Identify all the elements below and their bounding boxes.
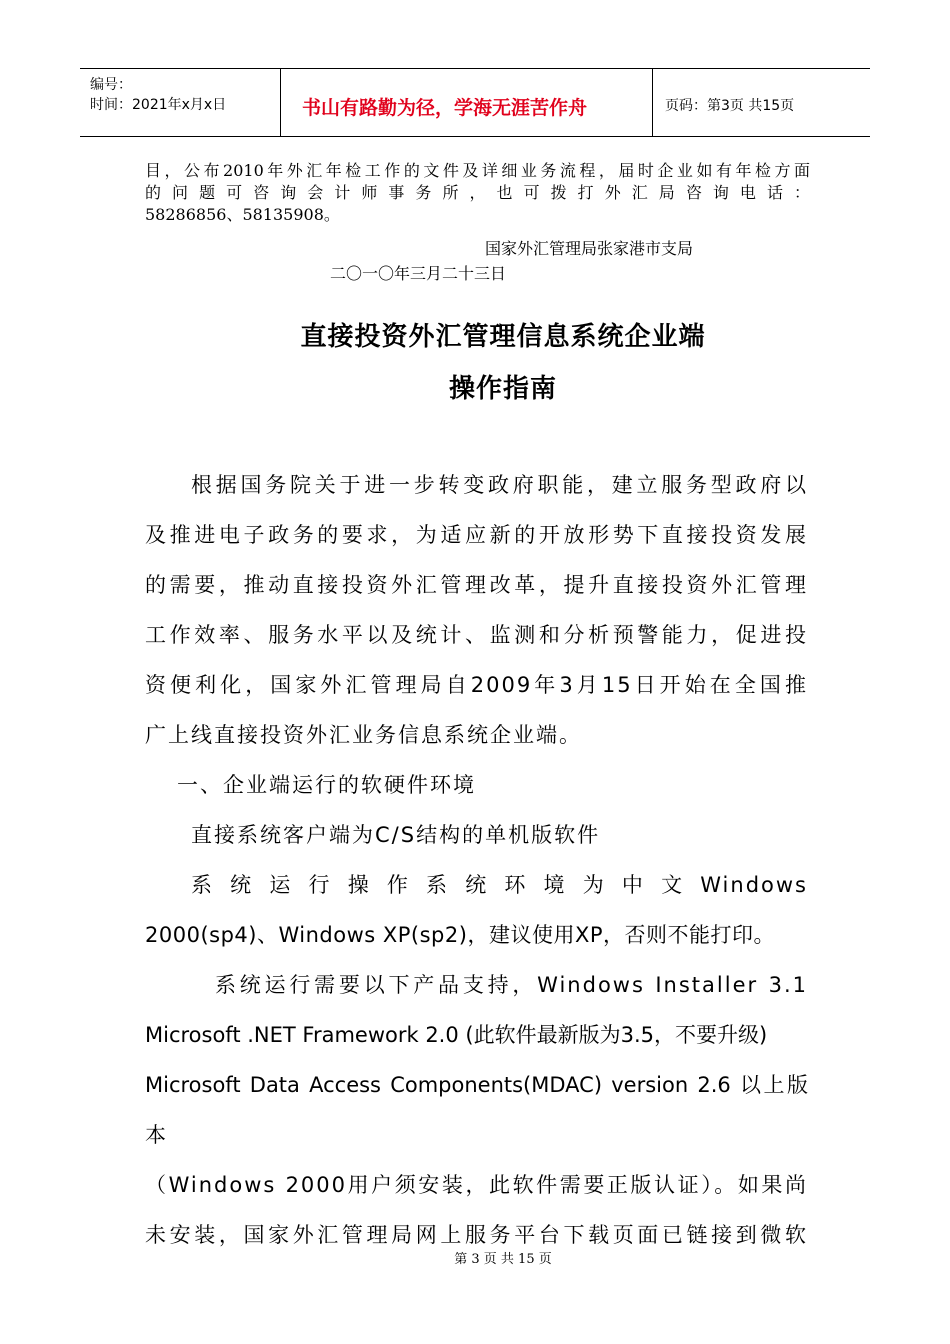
body-line: 直接系统客户端为C/S结构的单机版软件 xyxy=(191,823,601,847)
notice-signature: 国家外汇管理局张家港市支局 xyxy=(485,239,694,258)
body-line: 根据国务院关于进一步转变政府职能，建立服务型政府以 xyxy=(191,473,808,497)
header-page-info: 页码：第3页 共15页 xyxy=(665,98,795,114)
body-line: 的需要，推动直接投资外汇管理改革，提升直接投资外汇管理 xyxy=(145,573,808,597)
body-line: 资便利化，国家外汇管理局自2009年3月15日开始在全国推 xyxy=(145,673,808,697)
notice-line: 的问题可咨询会计师事务所，也可拨打外汇局咨询电话： xyxy=(145,183,810,202)
body-line: （Windows 2000用户须安装，此软件需要正版认证）。如果尚 xyxy=(145,1173,808,1197)
page-header xyxy=(80,68,870,137)
body-line: 系统运行操作系统环境为中文Windows xyxy=(191,873,808,897)
document-number-label: 编号： xyxy=(90,77,132,93)
section-heading: 一、企业端运行的软硬件环境 xyxy=(177,773,476,797)
header-motto: 书山有路勤为径，学海无涯苦作舟 xyxy=(302,97,588,119)
body-line: Microsoft .NET Framework 2.0 (此软件最新版为3.5，不要升级) xyxy=(145,1023,768,1047)
document-title: 直接投资外汇管理信息系统企业端 xyxy=(300,322,706,352)
body-line: 2000(sp4)、Windows XP(sp2)，建议使用XP，否则不能打印。 xyxy=(145,923,775,947)
body-line: Microsoft Data Access Components(MDAC) version 2.6 以上版本 xyxy=(145,1073,808,1147)
body-line: 系统运行需要以下产品支持，Windows Installer 3.1 xyxy=(215,973,808,997)
body-line: 未安装，国家外汇管理局网上服务平台下载页面已链接到微软 xyxy=(145,1223,808,1247)
body-line: 及推进电子政务的要求，为适应新的开放形势下直接投资发展 xyxy=(145,523,808,547)
document-body xyxy=(145,460,808,1260)
body-line: 广上线直接投资外汇业务信息系统企业端。 xyxy=(145,723,582,747)
page-footer: 第 3 页 共 15 页 xyxy=(454,1252,552,1267)
header-meta-cell xyxy=(80,69,281,136)
document-time-label: 时间：2021年x月x日 xyxy=(90,97,227,113)
body-line: 工作效率、服务水平以及统计、监测和分析预警能力，促进投 xyxy=(145,623,808,647)
header-motto-cell xyxy=(280,69,653,136)
notice-line: 目，公布2010年外汇年检工作的文件及详细业务流程，届时企业如有年检方面 xyxy=(145,161,810,180)
header-page-cell xyxy=(653,69,870,136)
document-subtitle: 操作指南 xyxy=(448,374,557,404)
notice-date: 二〇一〇年三月二十三日 xyxy=(330,264,507,283)
notice-paragraph xyxy=(145,160,810,226)
notice-line: 58286856、58135908。 xyxy=(145,205,340,224)
